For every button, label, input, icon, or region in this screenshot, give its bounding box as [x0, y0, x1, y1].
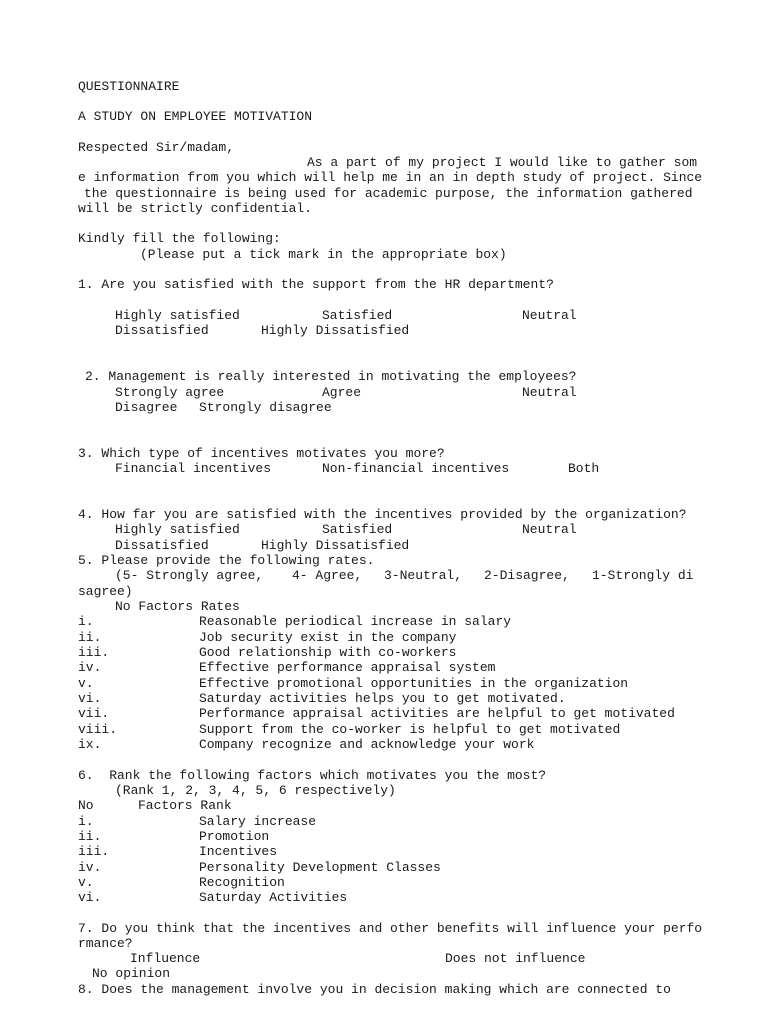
rating-scale-2: 2-Disagree, — [484, 568, 570, 583]
intro-line: will be strictly confidential. — [78, 201, 313, 216]
option-highly-satisfied[interactable]: Highly satisfied — [115, 308, 240, 323]
factor-label: Good relationship with co-workers — [199, 645, 457, 660]
table-header-no: No — [78, 798, 94, 813]
factor-label: Company recognize and acknowledge your work — [199, 737, 535, 752]
row-number: ii. — [78, 829, 102, 844]
question-7: 7. Do you think that the incentives and other benefits will influence your perfo — [78, 921, 703, 936]
row-number: v. — [78, 875, 94, 890]
question-8: 8. Does the management involve you in decision making which are connected to — [78, 982, 671, 997]
row-number: iii. — [78, 844, 110, 859]
question-4: 4. How far you are satisfied with the incentives provided by the organization? — [78, 507, 687, 522]
factor-label: Promotion — [199, 829, 270, 844]
option-disagree[interactable]: Disagree — [115, 400, 178, 415]
row-number: ii. — [78, 630, 102, 645]
factor-label: Saturday Activities — [199, 890, 348, 905]
option-influence[interactable]: Influence — [130, 951, 201, 966]
question-5: 5. Please provide the following rates. — [78, 553, 375, 568]
option-does-not-influence[interactable]: Does not influence — [445, 951, 586, 966]
row-number: vi. — [78, 890, 102, 905]
rating-scale-5: (5- Strongly agree, — [115, 568, 264, 583]
factor-label: Effective promotional opportunities in the organization — [199, 676, 629, 691]
option-financial-incentives[interactable]: Financial incentives — [115, 461, 272, 476]
option-dissatisfied[interactable]: Dissatisfied — [115, 538, 209, 553]
row-number: v. — [78, 676, 94, 691]
question-6-note: (Rank 1, 2, 3, 4, 5, 6 respectively) — [115, 783, 396, 798]
rating-scale-1: 1-Strongly di — [592, 568, 694, 583]
row-number: vii. — [78, 706, 110, 721]
factor-label: Reasonable periodical increase in salary — [199, 614, 512, 629]
intro-line: the questionnaire is being used for academic purpose, the information gathered — [84, 186, 693, 201]
row-number: iv. — [78, 860, 102, 875]
question-6: 6. Rank the following factors which motivates you the most? — [78, 768, 547, 783]
option-highly-dissatisfied[interactable]: Highly Dissatisfied — [261, 538, 410, 553]
question-7-continued: rmance? — [78, 936, 133, 951]
row-number: vi. — [78, 691, 102, 706]
instruction: Kindly fill the following: — [78, 231, 281, 246]
option-satisfied[interactable]: Satisfied — [322, 308, 393, 323]
option-neutral[interactable]: Neutral — [522, 385, 577, 400]
instruction-note: (Please put a tick mark in the appropriate box) — [140, 247, 507, 262]
row-number: ix. — [78, 737, 102, 752]
factor-label: Salary increase — [199, 814, 317, 829]
row-number: i. — [78, 614, 94, 629]
factor-label: Incentives — [199, 844, 278, 859]
rating-scale-continued: sagree) — [78, 584, 133, 599]
factor-label: Recognition — [199, 875, 285, 890]
option-agree[interactable]: Agree — [322, 385, 362, 400]
question-3: 3. Which type of incentives motivates you more? — [78, 446, 445, 461]
document-subtitle: A STUDY ON EMPLOYEE MOTIVATION — [78, 109, 313, 124]
option-strongly-agree[interactable]: Strongly agree — [115, 385, 225, 400]
factor-label: Personality Development Classes — [199, 860, 441, 875]
table-header: No Factors Rates — [115, 599, 240, 614]
row-number: iv. — [78, 660, 102, 675]
table-header: Factors Rank — [138, 798, 232, 813]
option-strongly-disagree[interactable]: Strongly disagree — [199, 400, 332, 415]
factor-label: Effective performance appraisal system — [199, 660, 496, 675]
option-highly-satisfied[interactable]: Highly satisfied — [115, 522, 240, 537]
intro-line: e information from you which will help me in an in depth study of project. Since — [78, 170, 703, 185]
option-neutral[interactable]: Neutral — [522, 522, 577, 537]
factor-label: Job security exist in the company — [199, 630, 457, 645]
row-number: viii. — [78, 722, 118, 737]
document-title: QUESTIONNAIRE — [78, 79, 180, 94]
rating-scale-4: 4- Agree, — [292, 568, 363, 583]
row-number: i. — [78, 814, 94, 829]
option-neutral[interactable]: Neutral — [522, 308, 577, 323]
factor-label: Saturday activities helps you to get motivated. — [199, 691, 566, 706]
option-satisfied[interactable]: Satisfied — [322, 522, 393, 537]
factor-label: Performance appraisal activities are helpful to get motivated — [199, 706, 675, 721]
factor-label: Support from the co-worker is helpful to get motivated — [199, 722, 621, 737]
option-dissatisfied[interactable]: Dissatisfied — [115, 323, 209, 338]
option-both[interactable]: Both — [568, 461, 600, 476]
salutation: Respected Sir/madam, — [78, 140, 235, 155]
option-non-financial-incentives[interactable]: Non-financial incentives — [322, 461, 510, 476]
question-1: 1. Are you satisfied with the support from the HR department? — [78, 277, 554, 292]
row-number: iii. — [78, 645, 110, 660]
rating-scale-3: 3-Neutral, — [384, 568, 463, 583]
option-highly-dissatisfied[interactable]: Highly Dissatisfied — [261, 323, 410, 338]
option-no-opinion[interactable]: No opinion — [92, 966, 171, 981]
question-2: 2. Management is really interested in motivating the employees? — [85, 369, 577, 384]
intro-line: As a part of my project I would like to gather som — [307, 155, 698, 170]
